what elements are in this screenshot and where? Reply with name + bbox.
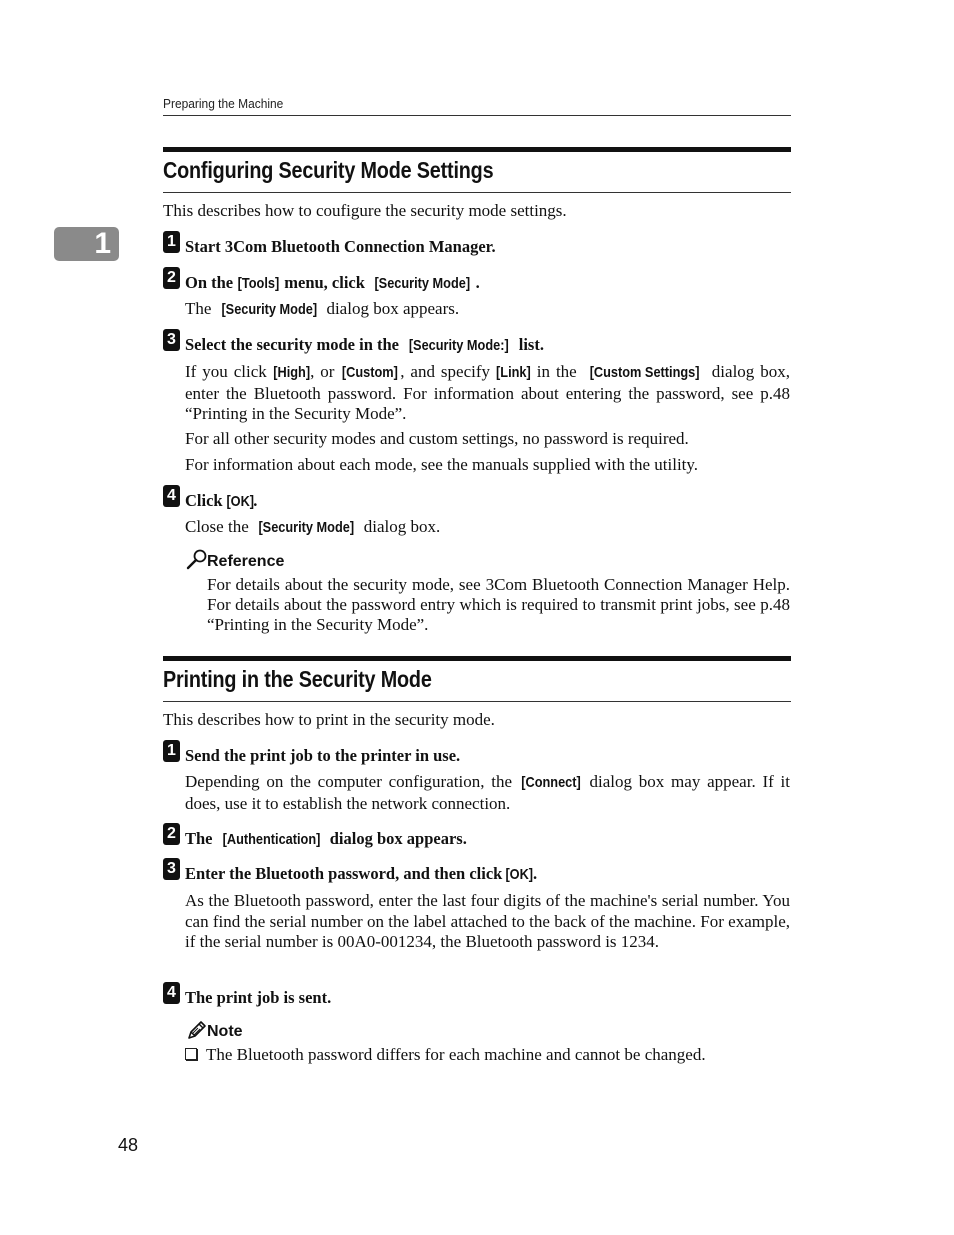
ui-label: [Authentication] (222, 831, 321, 848)
step-body: Close the [Security Mode] dialog box. (185, 517, 441, 536)
checkbox-bullet-icon (185, 1048, 197, 1060)
step-number-badge: 2 (163, 823, 180, 845)
reference-heading: Reference (207, 553, 285, 570)
step-number-badge: 4 (163, 982, 180, 1004)
page-number: 48 (118, 1135, 139, 1155)
ui-label: [High] (272, 364, 310, 381)
step-title: Enter the Bluetooth password, and then click [OK]. (185, 864, 538, 883)
ui-label: [Security Mode:] (408, 337, 509, 354)
step-number-badge: 3 (163, 858, 180, 880)
header-rule (163, 115, 791, 116)
step-number-badge: 1 (163, 231, 180, 253)
section-top-rule (163, 147, 791, 152)
ui-label: [Security Mode] (258, 519, 355, 536)
ui-label: [OK] (226, 493, 254, 510)
step-body-paragraph: As the Bluetooth password, enter the last four digits of the machine's serial number. You can find the serial number on the label attached to the back of the machine. For example, if the serial number is 00A0-001234, the Bluetooth password is 1234. (185, 891, 790, 951)
section-intro: This describes how to coufigure the security mode settings. (163, 201, 567, 220)
step-body-paragraph: If you click [High], or [Custom] , and specify [Link] in the [Custom Settings] dialog box, enter the Bluetooth password. For information about entering the password, see p.48 “Printing in the Security Mode”. (185, 362, 790, 423)
step-number-badge: 3 (163, 329, 180, 351)
section-top-rule (163, 656, 791, 661)
step-title: Start 3Com Bluetooth Connection Manager. (185, 237, 496, 256)
step-number-badge: 4 (163, 485, 180, 507)
note-item: The Bluetooth password differs for each machine and cannot be changed. (185, 1045, 706, 1065)
chapter-tab: 1 (54, 227, 119, 261)
ui-label: [OK] (505, 866, 534, 883)
pencil-icon (186, 1019, 208, 1041)
running-header: Preparing the Machine (163, 96, 284, 111)
step-title: On the [Tools] menu, click [Security Mode] . (185, 273, 480, 292)
reference-text: For details about the security mode, see 3Com Bluetooth Connection Manager Help. For details about the password entry which is required to transmit print jobs, see p.48 “Printing in the Security Mode”. (207, 575, 790, 634)
section-bottom-rule (163, 192, 791, 193)
step-number-badge: 1 (163, 740, 180, 762)
ui-label: [Tools] (237, 275, 280, 292)
ui-label: [Custom Settings] (589, 364, 700, 381)
step-title: Select the security mode in the [Security Mode:] list. (185, 335, 544, 354)
ui-label: [Custom] (342, 364, 399, 381)
step-title: The [Authentication] dialog box appears. (185, 829, 467, 848)
ui-label: [Security Mode] (221, 301, 317, 318)
step-body-paragraph: Depending on the computer configuration, the [Connect] dialog box may appear. If it does, use it to establish the network connection. (185, 772, 790, 813)
step-body: The [Security Mode] dialog box appears. (185, 299, 460, 318)
step-title: Click [OK]. (185, 491, 258, 510)
note-heading: Note (207, 1023, 243, 1040)
ui-label: [Link] (496, 364, 531, 381)
ui-label: [Connect] (521, 774, 581, 791)
section-intro: This describes how to print in the security mode. (163, 710, 495, 729)
magnifier-icon (186, 548, 208, 570)
step-title: Send the print job to the printer in use. (185, 746, 461, 765)
step-body-paragraph: For information about each mode, see the manuals supplied with the utility. (185, 455, 699, 474)
step-body-paragraph: For all other security modes and custom settings, no password is required. (185, 429, 689, 448)
step-number-badge: 2 (163, 267, 180, 289)
ui-label: [Security Mode] (374, 275, 471, 292)
section-title-configuring: Configuring Security Mode Settings (163, 157, 494, 183)
section-title-printing: Printing in the Security Mode (163, 666, 432, 692)
step-title: The print job is sent. (185, 988, 332, 1007)
section-bottom-rule (163, 701, 791, 702)
